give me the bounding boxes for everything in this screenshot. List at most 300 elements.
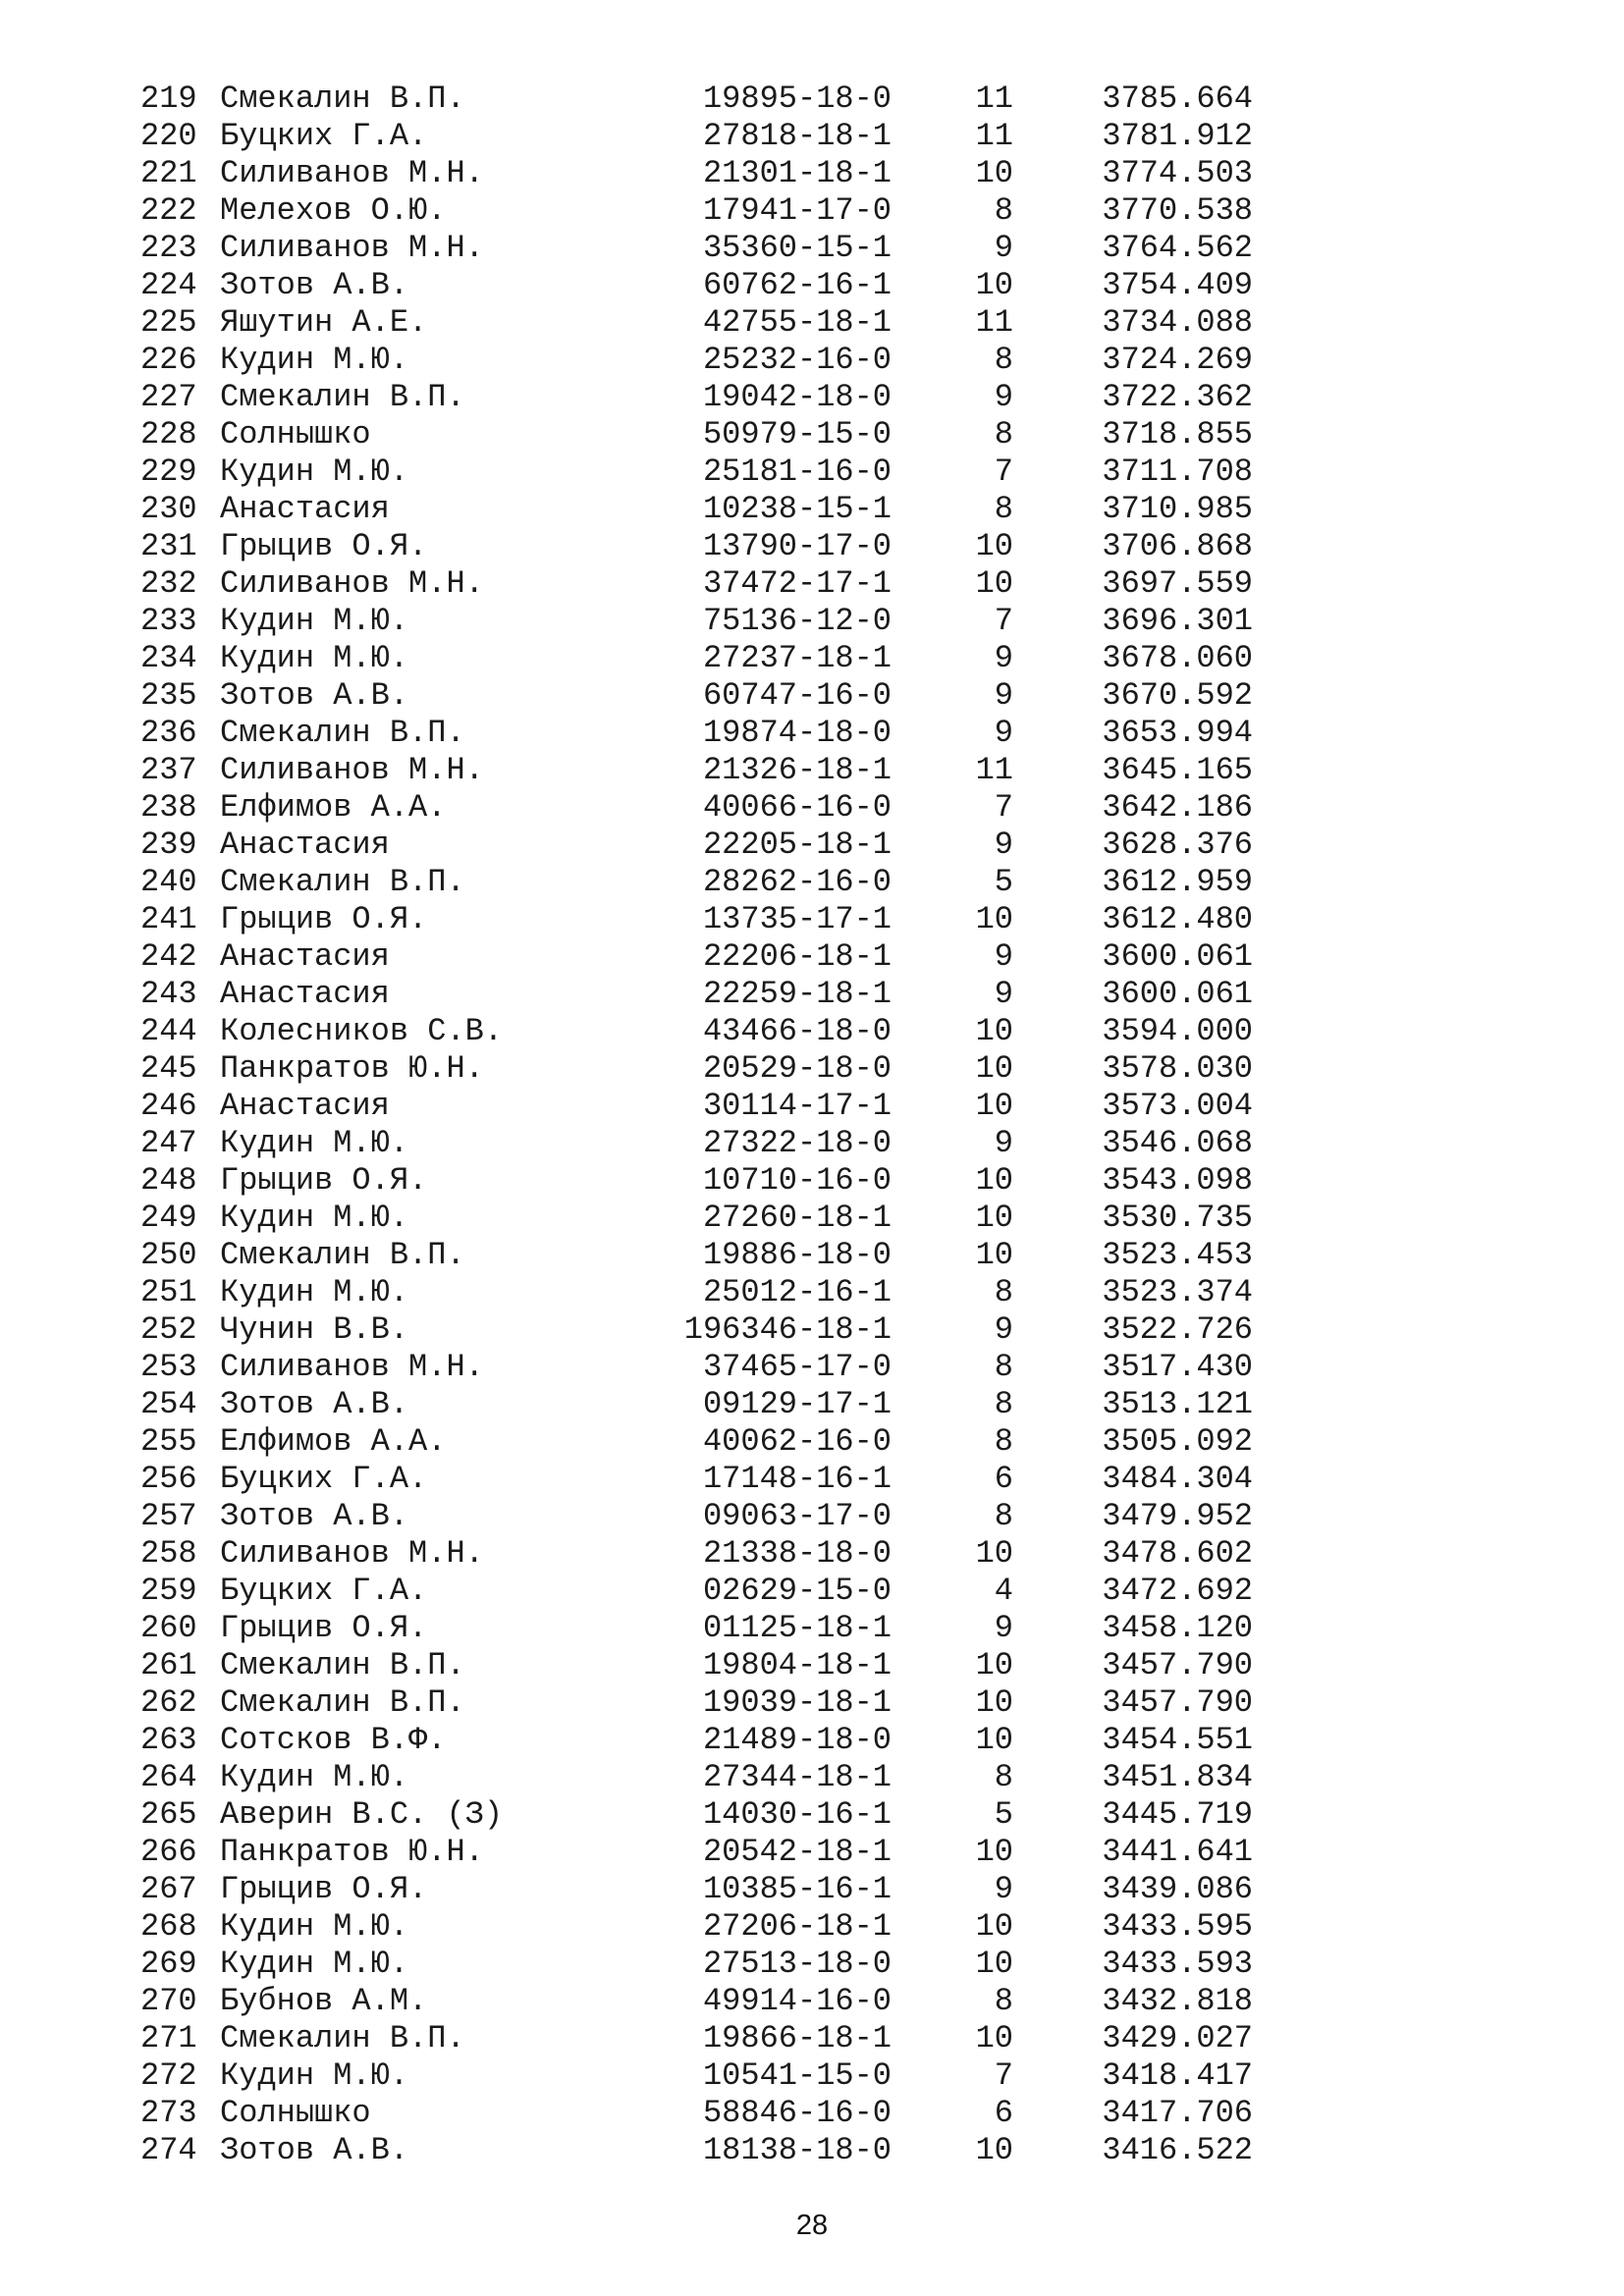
game-code: 27237-18-1 — [702, 640, 892, 676]
player-name: Смекалин В.П. — [220, 1684, 465, 1721]
game-code: 37472-17-1 — [702, 565, 892, 602]
score-value: 3417.706 — [1102, 2095, 1253, 2131]
player-name: Кудин М.Ю. — [220, 1125, 409, 1161]
player-name: Панкратов Ю.Н. — [220, 1834, 484, 1870]
row-number: 246 — [140, 1088, 197, 1124]
move-count: 10 — [975, 1684, 1013, 1721]
table-row — [0, 1759, 1624, 1796]
row-number: 219 — [140, 80, 197, 117]
game-code: 21301-18-1 — [702, 155, 892, 191]
move-count: 10 — [975, 901, 1013, 937]
table-row — [0, 491, 1624, 528]
game-code: 19042-18-0 — [702, 379, 892, 415]
player-name: Анастасия — [220, 491, 390, 527]
table-row — [0, 864, 1624, 901]
game-code: 14030-16-1 — [702, 1796, 892, 1833]
player-name: Зотов А.В. — [220, 1498, 409, 1534]
move-count: 10 — [975, 1535, 1013, 1572]
player-name: Грыцив О.Я. — [220, 528, 428, 564]
move-count: 4 — [994, 1573, 1013, 1609]
player-name: Кудин М.Ю. — [220, 1908, 409, 1945]
move-count: 9 — [994, 230, 1013, 266]
row-number: 225 — [140, 304, 197, 341]
row-number: 229 — [140, 454, 197, 490]
player-name: Силиванов М.Н. — [220, 230, 484, 266]
player-name: Зотов А.В. — [220, 267, 409, 303]
ranking-table — [0, 80, 1624, 2169]
player-name: Панкратов Ю.Н. — [220, 1050, 484, 1087]
row-number: 223 — [140, 230, 197, 266]
game-code: 18138-18-0 — [702, 2132, 892, 2168]
row-number: 249 — [140, 1200, 197, 1236]
table-row — [0, 1946, 1624, 1983]
game-code: 17148-16-1 — [702, 1461, 892, 1497]
move-count: 9 — [994, 1871, 1013, 1907]
row-number: 273 — [140, 2095, 197, 2131]
row-number: 271 — [140, 2020, 197, 2056]
player-name: Грыцив О.Я. — [220, 1162, 428, 1199]
game-code: 19886-18-0 — [702, 1237, 892, 1273]
table-row — [0, 1647, 1624, 1684]
row-number: 220 — [140, 118, 197, 154]
row-number: 266 — [140, 1834, 197, 1870]
score-value: 3451.834 — [1102, 1759, 1253, 1795]
row-number: 247 — [140, 1125, 197, 1161]
player-name: Кудин М.Ю. — [220, 1274, 409, 1310]
player-name: Солнышко — [220, 416, 371, 453]
game-code: 21489-18-0 — [702, 1722, 892, 1758]
player-name: Смекалин В.П. — [220, 864, 465, 900]
score-value: 3439.086 — [1102, 1871, 1253, 1907]
score-value: 3429.027 — [1102, 2020, 1253, 2056]
player-name: Кудин М.Ю. — [220, 1200, 409, 1236]
score-value: 3754.409 — [1102, 267, 1253, 303]
row-number: 250 — [140, 1237, 197, 1273]
score-value: 3445.719 — [1102, 1796, 1253, 1833]
game-code: 21338-18-0 — [702, 1535, 892, 1572]
move-count: 7 — [994, 603, 1013, 639]
player-name: Аверин В.С. (З) — [220, 1796, 504, 1833]
player-name: Сотсков В.Ф. — [220, 1722, 447, 1758]
move-count: 10 — [975, 155, 1013, 191]
player-name: Кудин М.Ю. — [220, 603, 409, 639]
row-number: 240 — [140, 864, 197, 900]
game-code: 28262-16-0 — [702, 864, 892, 900]
table-row — [0, 1237, 1624, 1274]
player-name: Анастасия — [220, 1088, 390, 1124]
move-count: 10 — [975, 1050, 1013, 1087]
move-count: 7 — [994, 2057, 1013, 2094]
game-code: 35360-15-1 — [702, 230, 892, 266]
row-number: 238 — [140, 789, 197, 826]
score-value: 3416.522 — [1102, 2132, 1253, 2168]
player-name: Чунин В.В. — [220, 1311, 409, 1348]
move-count: 8 — [994, 1759, 1013, 1795]
move-count: 10 — [975, 1647, 1013, 1683]
player-name: Силиванов М.Н. — [220, 1535, 484, 1572]
row-number: 264 — [140, 1759, 197, 1795]
row-number: 230 — [140, 491, 197, 527]
row-number: 241 — [140, 901, 197, 937]
move-count: 11 — [975, 304, 1013, 341]
row-number: 226 — [140, 342, 197, 378]
move-count: 7 — [994, 789, 1013, 826]
table-row — [0, 155, 1624, 192]
move-count: 8 — [994, 1983, 1013, 2019]
score-value: 3578.030 — [1102, 1050, 1253, 1087]
row-number: 263 — [140, 1722, 197, 1758]
score-value: 3484.304 — [1102, 1461, 1253, 1497]
row-number: 274 — [140, 2132, 197, 2168]
page-number: 28 — [795, 2210, 829, 2241]
score-value: 3522.726 — [1102, 1311, 1253, 1348]
score-value: 3478.602 — [1102, 1535, 1253, 1572]
player-name: Зотов А.В. — [220, 677, 409, 714]
score-value: 3706.868 — [1102, 528, 1253, 564]
row-number: 234 — [140, 640, 197, 676]
move-count: 9 — [994, 1610, 1013, 1646]
score-value: 3458.120 — [1102, 1610, 1253, 1646]
player-name: Буцких Г.А. — [220, 1573, 428, 1609]
score-value: 3718.855 — [1102, 416, 1253, 453]
score-value: 3764.562 — [1102, 230, 1253, 266]
table-row — [0, 192, 1624, 230]
player-name: Колесников С.В. — [220, 1013, 504, 1049]
row-number: 228 — [140, 416, 197, 453]
player-name: Анастасия — [220, 938, 390, 975]
score-value: 3546.068 — [1102, 1125, 1253, 1161]
row-number: 254 — [140, 1386, 197, 1422]
score-value: 3523.453 — [1102, 1237, 1253, 1273]
table-row — [0, 2132, 1624, 2169]
table-row — [0, 80, 1624, 118]
game-code: 10710-16-0 — [702, 1162, 892, 1199]
row-number: 261 — [140, 1647, 197, 1683]
score-value: 3505.092 — [1102, 1423, 1253, 1460]
table-row — [0, 938, 1624, 976]
row-number: 233 — [140, 603, 197, 639]
score-value: 3513.121 — [1102, 1386, 1253, 1422]
table-row — [0, 1125, 1624, 1162]
row-number: 235 — [140, 677, 197, 714]
game-code: 27206-18-1 — [702, 1908, 892, 1945]
score-value: 3523.374 — [1102, 1274, 1253, 1310]
row-number: 222 — [140, 192, 197, 229]
score-value: 3642.186 — [1102, 789, 1253, 826]
move-count: 9 — [994, 827, 1013, 863]
move-count: 11 — [975, 752, 1013, 788]
player-name: Анастасия — [220, 827, 390, 863]
move-count: 11 — [975, 80, 1013, 117]
game-code: 25181-16-0 — [702, 454, 892, 490]
move-count: 10 — [975, 1162, 1013, 1199]
table-row — [0, 1088, 1624, 1125]
table-row — [0, 267, 1624, 304]
player-name: Кудин М.Ю. — [220, 454, 409, 490]
table-row — [0, 2057, 1624, 2095]
game-code: 20529-18-0 — [702, 1050, 892, 1087]
score-value: 3418.417 — [1102, 2057, 1253, 2094]
table-row — [0, 640, 1624, 677]
game-code: 27344-18-1 — [702, 1759, 892, 1795]
table-row — [0, 1349, 1624, 1386]
game-code: 50979-15-0 — [702, 416, 892, 453]
move-count: 10 — [975, 1946, 1013, 1982]
table-row — [0, 304, 1624, 342]
table-row — [0, 118, 1624, 155]
player-name: Кудин М.Ю. — [220, 342, 409, 378]
game-code: 40062-16-0 — [702, 1423, 892, 1460]
score-value: 3653.994 — [1102, 715, 1253, 751]
game-code: 20542-18-1 — [702, 1834, 892, 1870]
player-name: Силиванов М.Н. — [220, 1349, 484, 1385]
score-value: 3724.269 — [1102, 342, 1253, 378]
score-value: 3645.165 — [1102, 752, 1253, 788]
player-name: Бубнов А.М. — [220, 1983, 428, 2019]
table-row — [0, 1535, 1624, 1573]
table-row — [0, 230, 1624, 267]
score-value: 3479.952 — [1102, 1498, 1253, 1534]
move-count: 8 — [994, 1349, 1013, 1385]
move-count: 10 — [975, 2020, 1013, 2056]
game-code: 49914-16-0 — [702, 1983, 892, 2019]
game-code: 01125-18-1 — [702, 1610, 892, 1646]
player-name: Смекалин В.П. — [220, 379, 465, 415]
row-number: 248 — [140, 1162, 197, 1199]
table-row — [0, 1461, 1624, 1498]
game-code: 19874-18-0 — [702, 715, 892, 751]
row-number: 221 — [140, 155, 197, 191]
move-count: 8 — [994, 1274, 1013, 1310]
player-name: Кудин М.Ю. — [220, 2057, 409, 2094]
move-count: 9 — [994, 1125, 1013, 1161]
game-code: 22205-18-1 — [702, 827, 892, 863]
game-code: 10541-15-0 — [702, 2057, 892, 2094]
game-code: 27513-18-0 — [702, 1946, 892, 1982]
move-count: 5 — [994, 1796, 1013, 1833]
table-row — [0, 1796, 1624, 1834]
score-value: 3600.061 — [1102, 976, 1253, 1012]
table-row — [0, 1311, 1624, 1349]
game-code: 10238-15-1 — [702, 491, 892, 527]
game-code: 25232-16-0 — [702, 342, 892, 378]
row-number: 231 — [140, 528, 197, 564]
table-row — [0, 1871, 1624, 1908]
move-count: 8 — [994, 1386, 1013, 1422]
row-number: 251 — [140, 1274, 197, 1310]
move-count: 8 — [994, 1423, 1013, 1460]
player-name: Смекалин В.П. — [220, 80, 465, 117]
score-value: 3600.061 — [1102, 938, 1253, 975]
move-count: 9 — [994, 938, 1013, 975]
player-name: Кудин М.Ю. — [220, 1946, 409, 1982]
move-count: 6 — [994, 1461, 1013, 1497]
score-value: 3722.362 — [1102, 379, 1253, 415]
row-number: 269 — [140, 1946, 197, 1982]
table-row — [0, 1983, 1624, 2020]
player-name: Зотов А.В. — [220, 1386, 409, 1422]
table-row — [0, 603, 1624, 640]
move-count: 5 — [994, 864, 1013, 900]
row-number: 267 — [140, 1871, 197, 1907]
score-value: 3678.060 — [1102, 640, 1253, 676]
score-value: 3530.735 — [1102, 1200, 1253, 1236]
table-row — [0, 976, 1624, 1013]
table-row — [0, 1162, 1624, 1200]
row-number: 252 — [140, 1311, 197, 1348]
score-value: 3454.551 — [1102, 1722, 1253, 1758]
move-count: 8 — [994, 1498, 1013, 1534]
player-name: Елфимов А.А. — [220, 789, 447, 826]
move-count: 9 — [994, 640, 1013, 676]
game-code: 27818-18-1 — [702, 118, 892, 154]
move-count: 8 — [994, 342, 1013, 378]
game-code: 13790-17-0 — [702, 528, 892, 564]
game-code: 21326-18-1 — [702, 752, 892, 788]
move-count: 10 — [975, 1088, 1013, 1124]
move-count: 10 — [975, 528, 1013, 564]
game-code: 30114-17-1 — [702, 1088, 892, 1124]
row-number: 257 — [140, 1498, 197, 1534]
table-row — [0, 677, 1624, 715]
row-number: 224 — [140, 267, 197, 303]
row-number: 243 — [140, 976, 197, 1012]
game-code: 22259-18-1 — [702, 976, 892, 1012]
table-row — [0, 1573, 1624, 1610]
player-name: Смекалин В.П. — [220, 2020, 465, 2056]
move-count: 8 — [994, 416, 1013, 453]
player-name: Силиванов М.Н. — [220, 752, 484, 788]
table-row — [0, 528, 1624, 565]
score-value: 3517.430 — [1102, 1349, 1253, 1385]
game-code: 43466-18-0 — [702, 1013, 892, 1049]
game-code: 19039-18-1 — [702, 1684, 892, 1721]
table-row — [0, 454, 1624, 491]
game-code: 196346-18-1 — [683, 1311, 892, 1348]
move-count: 8 — [994, 491, 1013, 527]
table-row — [0, 789, 1624, 827]
row-number: 232 — [140, 565, 197, 602]
table-row — [0, 827, 1624, 864]
player-name: Грыцив О.Я. — [220, 1871, 428, 1907]
row-number: 237 — [140, 752, 197, 788]
row-number: 270 — [140, 1983, 197, 2019]
game-code: 42755-18-1 — [702, 304, 892, 341]
game-code: 02629-15-0 — [702, 1573, 892, 1609]
move-count: 10 — [975, 267, 1013, 303]
player-name: Силиванов М.Н. — [220, 565, 484, 602]
game-code: 40066-16-0 — [702, 789, 892, 826]
table-row — [0, 1498, 1624, 1535]
game-code: 19895-18-0 — [702, 80, 892, 117]
move-count: 9 — [994, 379, 1013, 415]
game-code: 27322-18-0 — [702, 1125, 892, 1161]
score-value: 3612.480 — [1102, 901, 1253, 937]
move-count: 7 — [994, 454, 1013, 490]
move-count: 6 — [994, 2095, 1013, 2131]
move-count: 10 — [975, 1908, 1013, 1945]
table-row — [0, 901, 1624, 938]
table-row — [0, 1274, 1624, 1311]
table-row — [0, 1908, 1624, 1946]
row-number: 253 — [140, 1349, 197, 1385]
table-row — [0, 416, 1624, 454]
row-number: 259 — [140, 1573, 197, 1609]
player-name: Кудин М.Ю. — [220, 640, 409, 676]
move-count: 10 — [975, 565, 1013, 602]
move-count: 9 — [994, 976, 1013, 1012]
game-code: 58846-16-0 — [702, 2095, 892, 2131]
score-value: 3734.088 — [1102, 304, 1253, 341]
score-value: 3457.790 — [1102, 1684, 1253, 1721]
game-code: 22206-18-1 — [702, 938, 892, 975]
game-code: 17941-17-0 — [702, 192, 892, 229]
table-row — [0, 1050, 1624, 1088]
table-row — [0, 2020, 1624, 2057]
game-code: 60747-16-0 — [702, 677, 892, 714]
row-number: 268 — [140, 1908, 197, 1945]
table-row — [0, 1834, 1624, 1871]
row-number: 236 — [140, 715, 197, 751]
score-value: 3628.376 — [1102, 827, 1253, 863]
row-number: 260 — [140, 1610, 197, 1646]
move-count: 10 — [975, 1722, 1013, 1758]
row-number: 272 — [140, 2057, 197, 2094]
move-count: 10 — [975, 1013, 1013, 1049]
table-row — [0, 1722, 1624, 1759]
table-row — [0, 1386, 1624, 1423]
game-code: 25012-16-1 — [702, 1274, 892, 1310]
move-count: 10 — [975, 2132, 1013, 2168]
score-value: 3441.641 — [1102, 1834, 1253, 1870]
score-value: 3433.593 — [1102, 1946, 1253, 1982]
table-row — [0, 1684, 1624, 1722]
table-row — [0, 342, 1624, 379]
table-row — [0, 1013, 1624, 1050]
game-code: 27260-18-1 — [702, 1200, 892, 1236]
move-count: 10 — [975, 1237, 1013, 1273]
row-number: 245 — [140, 1050, 197, 1087]
row-number: 265 — [140, 1796, 197, 1833]
game-code: 10385-16-1 — [702, 1871, 892, 1907]
table-row — [0, 565, 1624, 603]
game-code: 37465-17-0 — [702, 1349, 892, 1385]
row-number: 262 — [140, 1684, 197, 1721]
player-name: Зотов А.В. — [220, 2132, 409, 2168]
player-name: Елфимов А.А. — [220, 1423, 447, 1460]
score-value: 3770.538 — [1102, 192, 1253, 229]
row-number: 255 — [140, 1423, 197, 1460]
score-value: 3457.790 — [1102, 1647, 1253, 1683]
table-row — [0, 379, 1624, 416]
game-code: 60762-16-1 — [702, 267, 892, 303]
player-name: Смекалин В.П. — [220, 1647, 465, 1683]
score-value: 3432.818 — [1102, 1983, 1253, 2019]
score-value: 3785.664 — [1102, 80, 1253, 117]
game-code: 09063-17-0 — [702, 1498, 892, 1534]
score-value: 3612.959 — [1102, 864, 1253, 900]
player-name: Грыцив О.Я. — [220, 1610, 428, 1646]
table-row — [0, 1610, 1624, 1647]
player-name: Анастасия — [220, 976, 390, 1012]
move-count: 11 — [975, 118, 1013, 154]
game-code: 19804-18-1 — [702, 1647, 892, 1683]
score-value: 3433.595 — [1102, 1908, 1253, 1945]
player-name: Смекалин В.П. — [220, 1237, 465, 1273]
move-count: 9 — [994, 677, 1013, 714]
row-number: 244 — [140, 1013, 197, 1049]
row-number: 256 — [140, 1461, 197, 1497]
